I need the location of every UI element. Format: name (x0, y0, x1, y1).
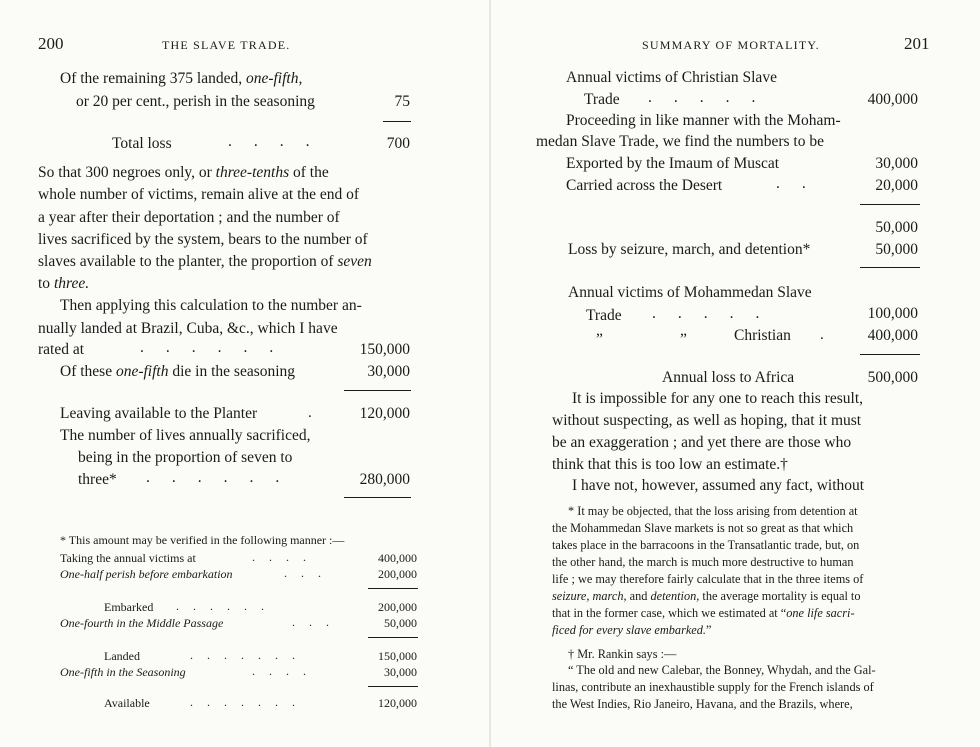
page-number: 201 (904, 34, 930, 53)
table-label: rated at (38, 341, 85, 358)
paragraph-line: So that 300 negroes only, or three-tenths of the (38, 164, 329, 181)
paragraph-line: slaves available to the planter, the proportion of seven (38, 253, 372, 270)
paragraph-line: to three. (38, 275, 90, 292)
footnote-value: 30,000 (384, 665, 417, 679)
footnote-line: linas, contribute an inexhaustible supply for the French islands of (552, 680, 874, 694)
leader-dots: ...... (140, 339, 296, 356)
table-label: Annual loss to Africa (662, 369, 795, 386)
paragraph-line: nually landed at Brazil, Cuba, &c., which I have (38, 320, 338, 337)
table-value: 400,000 (867, 91, 918, 108)
footnote-value: 400,000 (378, 551, 417, 565)
footnote-label: Embarked (104, 600, 154, 614)
table-label: Christian (734, 327, 791, 344)
footnote-line: ficed for every slave embarked.” (552, 623, 712, 637)
paragraph-line: being in the proportion of seven to (78, 449, 293, 466)
table-label: Trade (586, 307, 622, 324)
table-value: 50,000 (875, 219, 918, 236)
sum-rule (860, 204, 920, 205)
table-value: 30,000 (367, 363, 410, 380)
leader-dots: ... (292, 615, 343, 629)
right-page (490, 0, 980, 747)
leader-dots: .... (228, 133, 332, 150)
footnote-label: Available (104, 696, 150, 710)
footnote-line: * It may be objected, that the loss arising from detention at (568, 504, 858, 518)
footnote-line: † Mr. Rankin says :— (568, 647, 677, 661)
footnote-line: the Mohammedan Slave markets is not so great as that which (552, 521, 854, 535)
leader-dots: ....... (190, 648, 309, 662)
footnote-line: life ; we may therefore fairly calculate that in the three items of (552, 572, 864, 586)
paragraph-line: without suspecting, as well as hoping, that it must (552, 412, 862, 429)
leader-dots: ..... (652, 305, 782, 322)
sum-rule (368, 588, 418, 589)
table-label: Exported by the Imaum of Muscat (566, 155, 780, 172)
sum-rule (344, 497, 411, 498)
page-number: 200 (38, 34, 64, 53)
table-label: Carried across the Desert (566, 177, 723, 194)
table-value: 400,000 (867, 327, 918, 344)
footnote-value: 120,000 (378, 696, 417, 710)
ditto-mark: ” (596, 331, 603, 348)
footnote-label: Taking the annual victims at (60, 551, 196, 565)
table-value: 280,000 (359, 471, 410, 488)
leader-dots: . (308, 405, 312, 421)
sum-rule (860, 267, 920, 268)
text-line: or 20 per cent., perish in the seasoning (76, 93, 315, 110)
table-value: 120,000 (359, 405, 410, 422)
leader-dots: ...... (176, 599, 278, 613)
ditto-mark: ” (680, 331, 687, 348)
table-value: 75 (394, 93, 410, 110)
footnote-line: seizure, march, and detention, the average mortality is equal to (552, 589, 861, 603)
paragraph-line: whole number of victims, remain alive at the end of (38, 186, 360, 203)
footnote-line: takes place in the barracoons in the Transatlantic trade, but, on (552, 538, 860, 552)
paragraph-line: a year after their deportation ; and the number of (38, 209, 340, 226)
leader-dots: ....... (190, 695, 309, 709)
paragraph-line: Proceeding in like manner with the Moham- (566, 112, 841, 129)
footnote-label: One-fourth in the Middle Passage (60, 616, 224, 630)
footnote-value: 200,000 (378, 600, 417, 614)
sum-rule (344, 390, 411, 391)
footnote-line: “ The old and new Calebar, the Bonney, Whydah, and the Gal- (568, 663, 876, 677)
table-value: 500,000 (867, 369, 918, 386)
footnote-label: One-fifth in the Seasoning (60, 665, 186, 679)
paragraph-line: medan Slave Trade, we find the numbers to be (536, 133, 824, 150)
leader-dots: ..... (648, 89, 778, 106)
leader-dots: .. (776, 175, 828, 192)
paragraph-line: It is impossible for any one to reach this result, (572, 390, 863, 407)
table-label: Leaving available to the Planter (60, 405, 258, 422)
table-label: three* (78, 471, 117, 488)
table-label: Loss by seizure, march, and detention* (568, 241, 811, 258)
table-value: 30,000 (875, 155, 918, 172)
leader-dots: .... (252, 550, 320, 564)
table-value: 100,000 (867, 305, 918, 322)
sum-rule (368, 637, 418, 638)
table-value: 50,000 (875, 241, 918, 258)
sum-rule (368, 686, 418, 687)
footnote-line: that in the former case, which we estimated at “one life sacri- (552, 606, 855, 620)
table-label: Of these one-fifth die in the seasoning (60, 363, 296, 380)
sum-rule (860, 354, 920, 355)
table-value: 20,000 (875, 177, 918, 194)
footnote-line: * This amount may be verified in the following manner :— (60, 533, 345, 547)
footnote-label: Landed (104, 649, 140, 663)
table-label: Trade (584, 91, 620, 108)
leader-dots: .... (252, 664, 320, 678)
footnote-value: 200,000 (378, 567, 417, 581)
table-label: Annual victims of Christian Slave (566, 69, 777, 86)
footnote-value: 150,000 (378, 649, 417, 663)
footnote-value: 50,000 (384, 616, 417, 630)
text-line: Of the remaining 375 landed, one-fifth, (60, 70, 303, 87)
footnote-line: the West Indies, Rio Janeiro, Havana, and the Brazils, where, (552, 697, 853, 711)
table-label: Total loss (112, 135, 172, 152)
running-head: THE SLAVE TRADE. (162, 38, 291, 52)
leader-dots: ... (284, 566, 335, 580)
paragraph-line: The number of lives annually sacrificed, (60, 427, 311, 444)
paragraph-line: think that this is too low an estimate.† (552, 456, 788, 473)
paragraph-line: be an exaggeration ; and yet there are those who (552, 434, 852, 451)
footnote-label: One-half perish before embarkation (60, 567, 233, 581)
running-head: SUMMARY OF MORTALITY. (642, 38, 820, 52)
leader-dots: . (820, 327, 824, 343)
paragraph-line: I have not, however, assumed any fact, without (572, 477, 865, 494)
table-value: 150,000 (359, 341, 410, 358)
table-label: Annual victims of Mohammedan Slave (568, 284, 812, 301)
leader-dots: ...... (146, 469, 302, 486)
paragraph-line: lives sacrificed by the system, bears to the number of (38, 231, 368, 248)
footnote-line: the other hand, the march is much more destructive to human (552, 555, 854, 569)
sum-rule (383, 121, 411, 122)
table-value: 700 (386, 135, 410, 152)
paragraph-line: Then applying this calculation to the number an- (60, 297, 362, 314)
